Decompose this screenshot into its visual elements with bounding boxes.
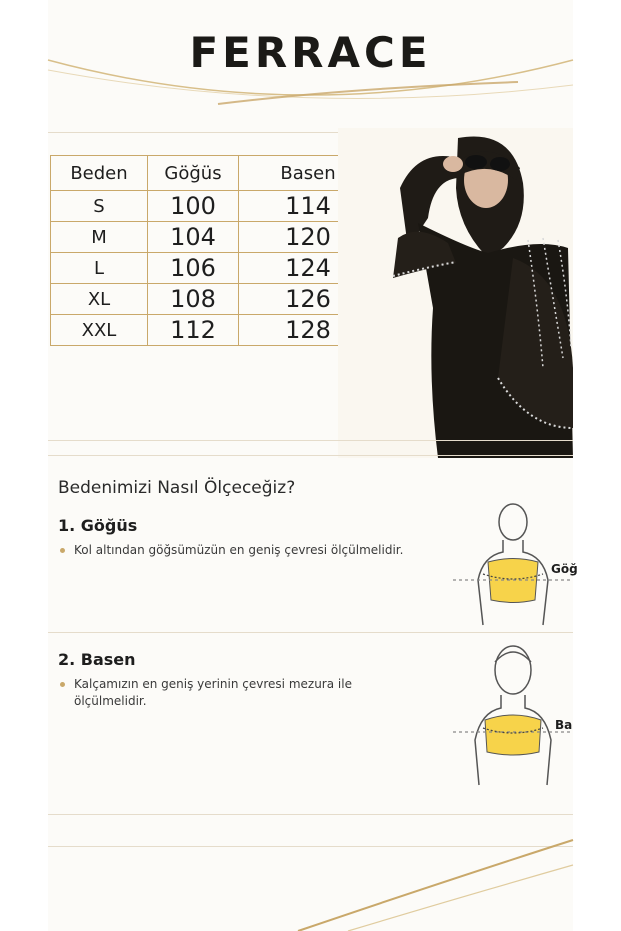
- table-row: [51, 284, 378, 315]
- hip-cell: 114: [239, 191, 378, 222]
- hip-cell: 120: [239, 222, 378, 253]
- size-chart-page: [48, 0, 578, 931]
- table-row: [51, 253, 378, 284]
- section-divider: [48, 814, 573, 815]
- hip-cell: 124: [239, 253, 378, 284]
- size-cell: M: [51, 222, 148, 253]
- header-size: Beden: [51, 156, 148, 191]
- hip-measure-figure: [443, 640, 573, 790]
- brand-logo-text: FERRACE: [189, 28, 432, 77]
- header-hip: Basen: [239, 156, 378, 191]
- size-cell: XL: [51, 284, 148, 315]
- chest-cell: 112: [148, 315, 239, 346]
- header-chest: Göğüs: [148, 156, 239, 191]
- bullet-icon: [60, 548, 65, 553]
- bullet-icon: [60, 682, 65, 687]
- measure-guide-title: Bedenimizi Nasıl Ölçeceğiz?: [58, 478, 296, 498]
- hip-cell: 126: [239, 284, 378, 315]
- hip-figure-label: Ba: [555, 718, 573, 732]
- section-divider: [48, 455, 573, 456]
- table-row: [51, 222, 378, 253]
- size-cell: L: [51, 253, 148, 284]
- hip-section-title: 2. Basen: [58, 650, 136, 669]
- section-divider: [48, 440, 573, 441]
- size-cell: XXL: [51, 315, 148, 346]
- table-row: [51, 315, 378, 346]
- chest-cell: 100: [148, 191, 239, 222]
- chest-cell: 108: [148, 284, 239, 315]
- section-divider: [48, 632, 573, 633]
- size-cell: S: [51, 191, 148, 222]
- chest-section-title: 1. Göğüs: [58, 516, 138, 535]
- hip-instruction: Kalçamızın en geniş yerinin çevresi mezura ile ölçülmelidir.: [74, 677, 352, 708]
- table-row: [51, 191, 378, 222]
- model-photo: [338, 128, 573, 458]
- chest-instruction: Kol altından göğsümüzün en geniş çevresi ölçülmelidir.: [74, 543, 404, 557]
- size-table: [50, 155, 378, 346]
- hip-cell: 128: [239, 315, 378, 346]
- table-header-row: [51, 156, 378, 191]
- chest-cell: 106: [148, 253, 239, 284]
- chest-figure-label: Göğ: [551, 562, 578, 576]
- chest-cell: 104: [148, 222, 239, 253]
- bottom-gold-swoosh: [48, 840, 573, 931]
